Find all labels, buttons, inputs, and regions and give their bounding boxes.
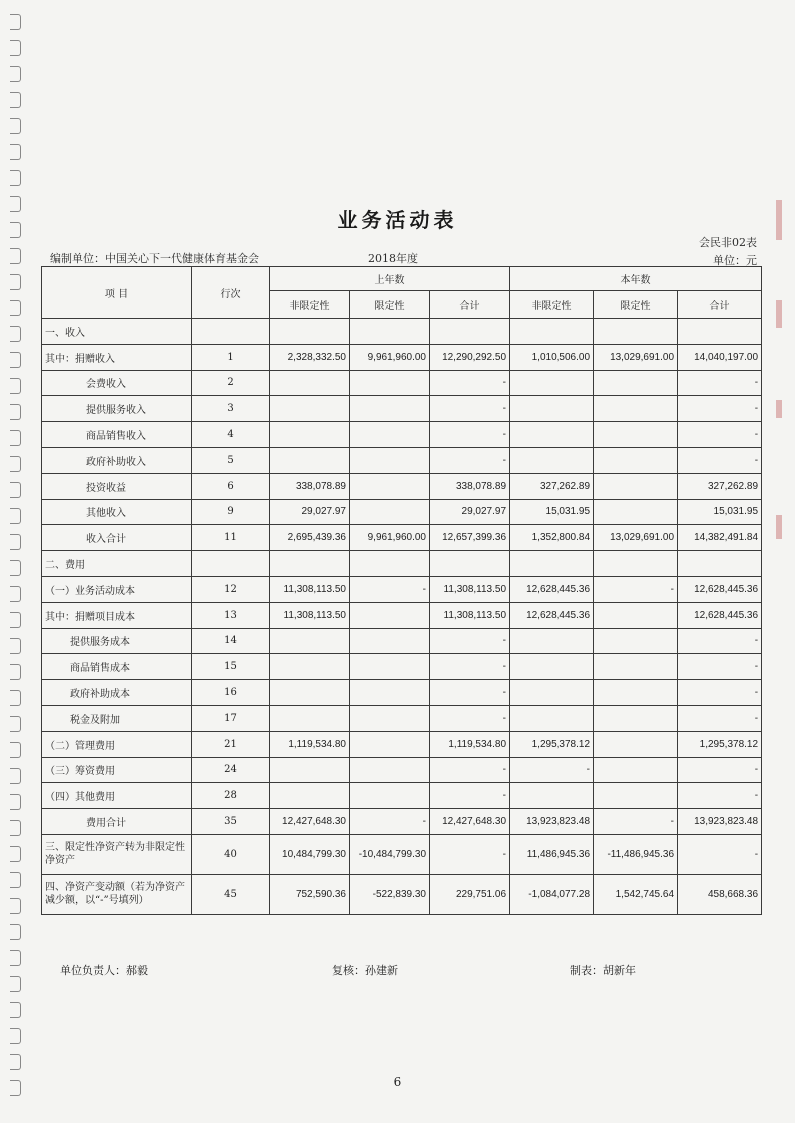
cell-curr-restricted [594, 757, 678, 783]
row-number [192, 319, 270, 345]
cell-curr-restricted [594, 551, 678, 577]
cell-prev-total: - [430, 370, 510, 396]
row-number: 5 [192, 447, 270, 473]
table-row [42, 654, 762, 680]
cell-curr-total: 12,628,445.36 [678, 576, 762, 602]
cell-curr-unrestricted [510, 628, 594, 654]
row-label: 二、费用 [42, 551, 192, 577]
cell-curr-restricted [594, 731, 678, 757]
cell-curr-restricted [594, 422, 678, 448]
binding-hole [10, 14, 21, 30]
footer-principal: 单位负责人：郝毅 [60, 964, 148, 977]
table-row [42, 783, 762, 809]
cell-curr-restricted [594, 602, 678, 628]
row-label: 投资收益 [42, 473, 192, 499]
table-row [42, 834, 762, 874]
cell-prev-restricted [350, 319, 430, 345]
cell-curr-total: 14,382,491.84 [678, 525, 762, 551]
header-row-no: 行次 [192, 267, 270, 319]
cell-curr-total: 13,923,823.48 [678, 809, 762, 835]
page-title: 业务活动表 [337, 208, 458, 232]
cell-prev-total: 12,427,648.30 [430, 809, 510, 835]
header-curr-restricted: 限定性 [594, 291, 678, 319]
footer-preparer: 制表：胡新年 [570, 964, 636, 977]
cell-prev-total: - [430, 422, 510, 448]
table-row [42, 473, 762, 499]
cell-prev-unrestricted: 29,027.97 [270, 499, 350, 525]
cell-curr-total: - [678, 705, 762, 731]
binding-hole [10, 794, 21, 810]
cell-curr-unrestricted: 327,262.89 [510, 473, 594, 499]
row-number: 40 [192, 834, 270, 874]
cell-prev-total: - [430, 705, 510, 731]
cell-curr-total: - [678, 370, 762, 396]
row-number: 4 [192, 422, 270, 448]
binding-hole [10, 664, 21, 680]
binding-hole [10, 638, 21, 654]
cell-prev-restricted: 9,961,960.00 [350, 344, 430, 370]
cell-prev-unrestricted [270, 628, 350, 654]
row-label: 政府补助收入 [42, 447, 192, 473]
row-number: 45 [192, 874, 270, 914]
row-number: 15 [192, 654, 270, 680]
cell-prev-restricted: -522,839.30 [350, 874, 430, 914]
table-row [42, 525, 762, 551]
row-label: 其中：捐赠项目成本 [42, 602, 192, 628]
cell-curr-unrestricted: - [510, 757, 594, 783]
report-year: 2018年度 [368, 252, 418, 265]
binding-hole [10, 820, 21, 836]
cell-prev-restricted: - [350, 576, 430, 602]
binding-hole [10, 352, 21, 368]
row-label: 费用合计 [42, 809, 192, 835]
cell-prev-total: - [430, 396, 510, 422]
cell-prev-restricted [350, 680, 430, 706]
binding-hole [10, 560, 21, 576]
cell-prev-total: - [430, 680, 510, 706]
cell-curr-unrestricted: 1,352,800.84 [510, 525, 594, 551]
row-number: 12 [192, 576, 270, 602]
cell-prev-restricted [350, 705, 430, 731]
header-prev-year: 上年数 [270, 267, 510, 291]
cell-prev-restricted [350, 447, 430, 473]
binding-hole [10, 534, 21, 550]
table-row [42, 705, 762, 731]
cell-curr-unrestricted [510, 680, 594, 706]
binding-hole [10, 456, 21, 472]
row-label: 三、限定性净资产转为非限定性净资产 [42, 834, 192, 874]
row-number: 11 [192, 525, 270, 551]
table-row [42, 499, 762, 525]
cell-prev-unrestricted [270, 680, 350, 706]
binding-hole [10, 586, 21, 602]
cell-prev-unrestricted [270, 396, 350, 422]
row-number: 3 [192, 396, 270, 422]
table-row [42, 757, 762, 783]
binding-hole [10, 976, 21, 992]
row-number: 9 [192, 499, 270, 525]
table-row [42, 576, 762, 602]
cell-curr-unrestricted: 1,010,506.00 [510, 344, 594, 370]
cell-curr-total: - [678, 654, 762, 680]
row-number: 14 [192, 628, 270, 654]
cell-prev-restricted [350, 783, 430, 809]
cell-curr-total: - [678, 834, 762, 874]
table-row [42, 447, 762, 473]
cell-prev-unrestricted [270, 370, 350, 396]
row-label: 其他收入 [42, 499, 192, 525]
cell-prev-total [430, 319, 510, 345]
row-label: 收入合计 [42, 525, 192, 551]
row-label: （一）业务活动成本 [42, 576, 192, 602]
red-stamp-edge [776, 400, 782, 418]
cell-curr-total: 12,628,445.36 [678, 602, 762, 628]
binding-hole [10, 404, 21, 420]
cell-curr-unrestricted: 11,486,945.36 [510, 834, 594, 874]
cell-prev-unrestricted: 11,308,113.50 [270, 602, 350, 628]
cell-curr-restricted [594, 447, 678, 473]
row-label: 提供服务成本 [42, 628, 192, 654]
binding-hole [10, 118, 21, 134]
cell-curr-restricted [594, 783, 678, 809]
cell-curr-unrestricted [510, 783, 594, 809]
unit-label: 单位：元 [713, 254, 757, 267]
header-prev-total: 合计 [430, 291, 510, 319]
row-label: 提供服务收入 [42, 396, 192, 422]
binding-hole [10, 1002, 21, 1018]
row-label: （三）筹资费用 [42, 757, 192, 783]
cell-prev-unrestricted [270, 551, 350, 577]
cell-prev-total: - [430, 783, 510, 809]
cell-curr-restricted [594, 473, 678, 499]
row-number: 6 [192, 473, 270, 499]
binding-hole [10, 66, 21, 82]
binding-holes [2, 0, 28, 1123]
row-label: 税金及附加 [42, 705, 192, 731]
row-number: 1 [192, 344, 270, 370]
cell-prev-total: 338,078.89 [430, 473, 510, 499]
row-number [192, 551, 270, 577]
table-row [42, 602, 762, 628]
cell-curr-restricted: - [594, 809, 678, 835]
cell-curr-unrestricted: 1,295,378.12 [510, 731, 594, 757]
cell-curr-unrestricted [510, 705, 594, 731]
header-curr-unrestricted: 非限定性 [510, 291, 594, 319]
cell-curr-restricted [594, 654, 678, 680]
cell-prev-total: 11,308,113.50 [430, 576, 510, 602]
table-row [42, 422, 762, 448]
binding-hole [10, 300, 21, 316]
cell-curr-restricted: 1,542,745.64 [594, 874, 678, 914]
table-row [42, 344, 762, 370]
binding-hole [10, 768, 21, 784]
cell-prev-total [430, 551, 510, 577]
table-row [42, 680, 762, 706]
form-code: 会民非02表 [699, 236, 757, 249]
cell-prev-restricted [350, 731, 430, 757]
cell-prev-restricted: -10,484,799.30 [350, 834, 430, 874]
binding-hole [10, 690, 21, 706]
cell-curr-total: 14,040,197.00 [678, 344, 762, 370]
table-row [42, 731, 762, 757]
row-number: 28 [192, 783, 270, 809]
cell-prev-total: - [430, 757, 510, 783]
cell-prev-unrestricted [270, 422, 350, 448]
cell-prev-unrestricted: 10,484,799.30 [270, 834, 350, 874]
binding-hole [10, 612, 21, 628]
row-label: 一、收入 [42, 319, 192, 345]
cell-curr-total: 458,668.36 [678, 874, 762, 914]
cell-prev-unrestricted: 338,078.89 [270, 473, 350, 499]
binding-hole [10, 326, 21, 342]
cell-curr-unrestricted [510, 551, 594, 577]
cell-prev-restricted [350, 473, 430, 499]
red-stamp-edge [776, 515, 782, 539]
cell-prev-unrestricted: 2,695,439.36 [270, 525, 350, 551]
cell-prev-restricted: 9,961,960.00 [350, 525, 430, 551]
table-row [42, 319, 762, 345]
binding-hole [10, 430, 21, 446]
cell-curr-restricted [594, 370, 678, 396]
row-number: 24 [192, 757, 270, 783]
row-label: 四、净资产变动额（若为净资产减少额，以“-”号填列） [42, 874, 192, 914]
binding-hole [10, 1054, 21, 1070]
cell-curr-unrestricted [510, 422, 594, 448]
header-curr-year: 本年数 [510, 267, 762, 291]
cell-curr-unrestricted: 13,923,823.48 [510, 809, 594, 835]
cell-prev-restricted [350, 654, 430, 680]
cell-prev-total: - [430, 628, 510, 654]
cell-prev-unrestricted [270, 654, 350, 680]
cell-curr-restricted: 13,029,691.00 [594, 525, 678, 551]
cell-curr-restricted [594, 499, 678, 525]
cell-curr-restricted: -11,486,945.36 [594, 834, 678, 874]
row-label: （四）其他费用 [42, 783, 192, 809]
cell-curr-unrestricted: -1,084,077.28 [510, 874, 594, 914]
cell-prev-total: 11,308,113.50 [430, 602, 510, 628]
row-label: 会费收入 [42, 370, 192, 396]
cell-curr-total: - [678, 628, 762, 654]
cell-prev-total: 229,751.06 [430, 874, 510, 914]
binding-hole [10, 950, 21, 966]
row-label: 其中：捐赠收入 [42, 344, 192, 370]
cell-prev-restricted [350, 499, 430, 525]
cell-prev-restricted [350, 602, 430, 628]
cell-curr-unrestricted: 12,628,445.36 [510, 576, 594, 602]
cell-prev-unrestricted [270, 757, 350, 783]
cell-prev-restricted [350, 422, 430, 448]
cell-curr-restricted [594, 680, 678, 706]
binding-hole [10, 508, 21, 524]
cell-curr-unrestricted [510, 654, 594, 680]
cell-prev-unrestricted: 752,590.36 [270, 874, 350, 914]
cell-prev-unrestricted: 12,427,648.30 [270, 809, 350, 835]
cell-prev-unrestricted [270, 319, 350, 345]
footer-reviewer: 复核：孙建新 [332, 964, 398, 977]
binding-hole [10, 1028, 21, 1044]
cell-prev-restricted [350, 551, 430, 577]
binding-hole [10, 378, 21, 394]
row-label: （二）管理费用 [42, 731, 192, 757]
cell-prev-restricted [350, 396, 430, 422]
binding-hole [10, 846, 21, 862]
binding-hole [10, 742, 21, 758]
cell-prev-unrestricted: 1,119,534.80 [270, 731, 350, 757]
binding-hole [10, 170, 21, 186]
table-row [42, 874, 762, 914]
red-stamp-edge [776, 300, 782, 328]
cell-curr-unrestricted [510, 319, 594, 345]
cell-prev-unrestricted [270, 783, 350, 809]
cell-curr-total: - [678, 783, 762, 809]
row-number: 35 [192, 809, 270, 835]
cell-curr-total: - [678, 422, 762, 448]
cell-curr-unrestricted: 12,628,445.36 [510, 602, 594, 628]
binding-hole [10, 274, 21, 290]
cell-curr-total [678, 319, 762, 345]
binding-hole [10, 248, 21, 264]
cell-curr-restricted [594, 628, 678, 654]
row-label: 政府补助成本 [42, 680, 192, 706]
page-number: 6 [393, 1075, 402, 1089]
cell-curr-total: - [678, 396, 762, 422]
row-number: 17 [192, 705, 270, 731]
cell-curr-total: 1,295,378.12 [678, 731, 762, 757]
cell-prev-restricted [350, 370, 430, 396]
cell-prev-unrestricted [270, 705, 350, 731]
cell-curr-restricted [594, 319, 678, 345]
row-number: 16 [192, 680, 270, 706]
row-number: 13 [192, 602, 270, 628]
cell-curr-unrestricted: 15,031.95 [510, 499, 594, 525]
cell-prev-unrestricted: 11,308,113.50 [270, 576, 350, 602]
binding-hole [10, 716, 21, 732]
cell-prev-total: - [430, 834, 510, 874]
cell-curr-restricted: - [594, 576, 678, 602]
cell-prev-total: - [430, 654, 510, 680]
row-label: 商品销售成本 [42, 654, 192, 680]
binding-hole [10, 924, 21, 940]
row-label: 商品销售收入 [42, 422, 192, 448]
cell-curr-total: - [678, 447, 762, 473]
header-curr-total: 合计 [678, 291, 762, 319]
cell-curr-unrestricted [510, 396, 594, 422]
table-row [42, 396, 762, 422]
header-prev-unrestricted: 非限定性 [270, 291, 350, 319]
binding-hole [10, 144, 21, 160]
binding-hole [10, 40, 21, 56]
cell-prev-restricted: - [350, 809, 430, 835]
cell-prev-total: 12,290,292.50 [430, 344, 510, 370]
cell-curr-total: 15,031.95 [678, 499, 762, 525]
cell-prev-restricted [350, 628, 430, 654]
table-row [42, 809, 762, 835]
cell-prev-total: - [430, 447, 510, 473]
org-label: 编制单位：中国关心下一代健康体育基金会 [50, 252, 259, 265]
cell-curr-total: - [678, 680, 762, 706]
table-row [42, 551, 762, 577]
cell-prev-total: 12,657,399.36 [430, 525, 510, 551]
row-number: 2 [192, 370, 270, 396]
cell-prev-unrestricted [270, 447, 350, 473]
cell-curr-unrestricted [510, 370, 594, 396]
binding-hole [10, 482, 21, 498]
header-item: 项 目 [42, 267, 192, 319]
activity-table [41, 266, 762, 915]
table-row [42, 370, 762, 396]
cell-curr-restricted [594, 396, 678, 422]
cell-curr-total [678, 551, 762, 577]
binding-hole [10, 898, 21, 914]
cell-curr-restricted [594, 705, 678, 731]
binding-hole [10, 872, 21, 888]
cell-prev-total: 1,119,534.80 [430, 731, 510, 757]
cell-prev-unrestricted: 2,328,332.50 [270, 344, 350, 370]
cell-curr-total: - [678, 757, 762, 783]
cell-curr-restricted: 13,029,691.00 [594, 344, 678, 370]
cell-curr-total: 327,262.89 [678, 473, 762, 499]
row-number: 21 [192, 731, 270, 757]
header-prev-restricted: 限定性 [350, 291, 430, 319]
binding-hole [10, 92, 21, 108]
cell-prev-total: 29,027.97 [430, 499, 510, 525]
cell-curr-unrestricted [510, 447, 594, 473]
table-row [42, 628, 762, 654]
cell-prev-restricted [350, 757, 430, 783]
